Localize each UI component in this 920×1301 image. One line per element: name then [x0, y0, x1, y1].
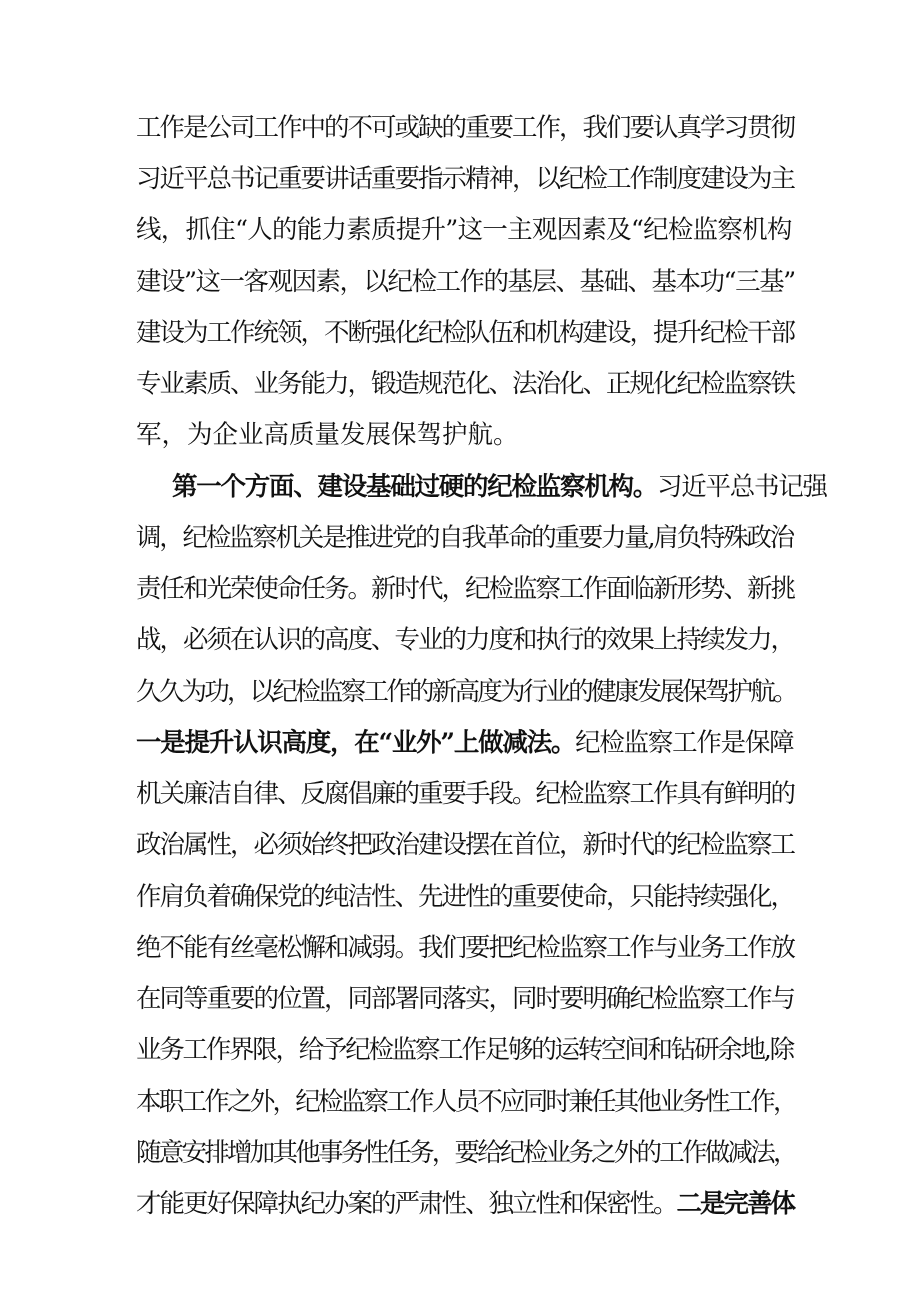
text-line [136, 567, 796, 611]
text-line [136, 926, 796, 970]
text-run: 建设为工作统领，不断强化纪检队伍和机构建设，提升纪检干部 [136, 318, 795, 348]
text-run: 战，必须在认识的高度、专业的力度和执行的效果上持续发力， [136, 625, 795, 655]
text-run: 才能更好保障执纪办案的严肃性、独立性和保密性。 [136, 1189, 677, 1219]
text-run: 习近平总书记重要讲话重要指示精神，以纪检工作制度建设为主 [136, 164, 795, 194]
text-run: 建设”这一客观因素，以纪检工作的基层、基础、基本功“三基” [136, 267, 795, 297]
text-line [136, 413, 796, 457]
section-heading-line [172, 465, 832, 509]
text-line [136, 260, 796, 304]
subheading: 二是完善体 [676, 1189, 795, 1219]
section-heading: 第一个方面、建设基础过硬的纪检监察机构。 [172, 472, 658, 502]
text-run: 绝不能有丝毫松懈和减弱。我们要把纪检监察工作与业务工作放 [136, 933, 795, 963]
text-line [136, 311, 796, 355]
text-run: 机关廉洁自律、反腐倡廉的重要手段。纪检监察工作具有鲜明的 [136, 779, 795, 809]
text-line [136, 157, 796, 201]
text-line [136, 670, 796, 714]
text-line [136, 1131, 796, 1175]
text-run: 责任和光荣使命任务。新时代，纪检监察工作面临新形势、新挑 [136, 574, 795, 604]
text-run: 业务工作界限，给予纪检监察工作足够的运转空间和钻研余地,除 [136, 1035, 793, 1065]
text-run: 在同等重要的位置，同部署同落实，同时要明确纪检监察工作与 [136, 984, 795, 1014]
text-run: 工作是公司工作中的不可或缺的重要工作，我们要认真学习贯彻 [136, 113, 795, 143]
text-line [136, 875, 796, 919]
text-line [136, 1182, 796, 1226]
text-line [136, 977, 796, 1021]
text-run: 本职工作之外，纪检监察工作人员不应同时兼任其他业务性工作， [136, 1087, 796, 1117]
text-line [136, 618, 796, 662]
text-line [136, 1080, 796, 1124]
text-run: 调，纪检监察机关是推进党的自我革命的重要力量,肩负特殊政治 [136, 523, 793, 553]
text-run: 习近平总书记强 [657, 472, 827, 502]
text-line [136, 823, 796, 867]
text-run: 军，为企业高质量发展保驾护航。 [136, 420, 519, 450]
text-line [136, 1028, 796, 1072]
text-line [136, 516, 796, 560]
subheading-line [136, 721, 796, 765]
text-run: 随意安排增加其他事务性任务，要给纪检业务之外的工作做减法， [136, 1138, 796, 1168]
text-line [136, 772, 796, 816]
text-line [136, 106, 796, 150]
text-run: 线，抓住“人的能力素质提升”这一主观因素及“纪检监察机构 [136, 215, 792, 245]
text-run: 纪检监察工作是保障 [575, 728, 794, 758]
text-run: 久久为功，以纪检监察工作的新高度为行业的健康发展保驾护航。 [136, 677, 796, 707]
text-line [136, 208, 796, 252]
text-run: 作肩负着确保党的纯洁性、先进性的重要使命，只能持续强化， [136, 882, 795, 912]
subheading: 一是提升认识高度，在“业外”上做减法。 [136, 728, 576, 758]
text-line [136, 362, 796, 406]
text-run: 政治属性，必须始终把政治建设摆在首位，新时代的纪检监察工 [136, 830, 795, 860]
text-run: 专业素质、业务能力，锻造规范化、法治化、正规化纪检监察铁 [136, 369, 795, 399]
